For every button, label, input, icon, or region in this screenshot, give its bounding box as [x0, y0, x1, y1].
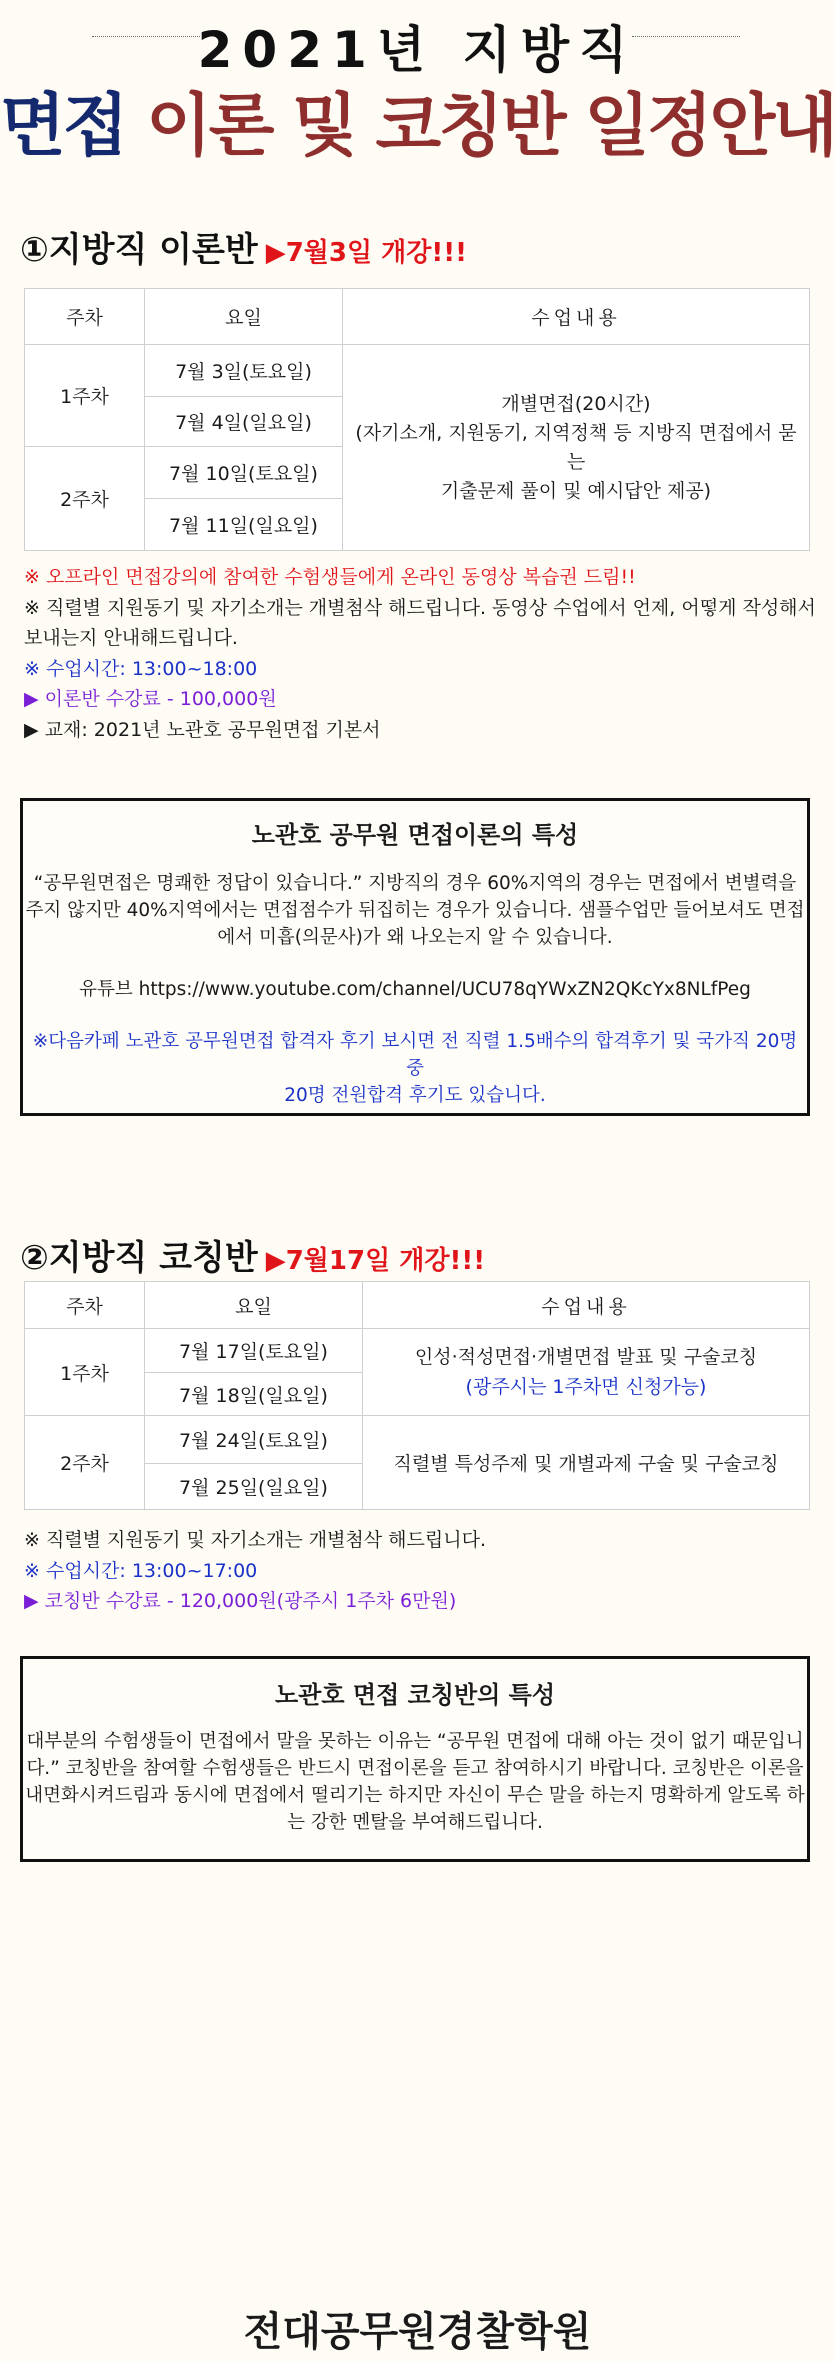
day-cell: 7월 18일(일요일): [145, 1373, 363, 1416]
note-online-review: ※ 오프라인 면접강의에 참여한 수험생들에게 온라인 동영상 복습권 드림!!: [24, 566, 636, 588]
feature-highlight-line: ※다음카페 노관호 공무원면접 합격자 후기 보시면 전 직렬 1.5배수의 합격후기 및 국가직 20명 중: [32, 1031, 798, 1079]
content-line: 인성·적성면접·개별면접 발표 및 구술코칭: [414, 1346, 758, 1368]
table-header-week: 주차: [25, 1282, 145, 1329]
section1-title-text: ①지방직 이론반: [20, 230, 258, 270]
content-cell: [363, 1329, 810, 1416]
table-header-content: [343, 289, 810, 345]
note-class-time: ※ 수업시간: 13:00~18:00: [24, 657, 258, 680]
feature-text-line: 내면화시켜드림과 동시에 면접에서 떨리기는 하지만 자신이 무슨 말을 하는지 명확하게 알도록 하: [25, 1785, 805, 1806]
day-cell: 7월 10일(토요일): [145, 447, 343, 499]
feature-text-line: 주지 않지만 40%지역에서는 면접점수가 뒤집히는 경우가 있습니다. 샘플수업만 들어보셔도 면접: [25, 900, 805, 921]
day-cell: 7월 4일(일요일): [145, 397, 343, 447]
theory-notes: [24, 562, 814, 745]
page-title-part1: 면접: [0, 87, 126, 166]
note-feedback-line2: 보내는지 안내해드립니다.: [24, 627, 238, 649]
feature-text-line: 다.” 코칭반을 참여할 수험생들은 반드시 면접이론을 듣고 참여하시기 바랍니다. 코칭반은 이론을: [26, 1758, 804, 1779]
feature-text-line: 는 강한 멘탈을 부여해드립니다.: [287, 1812, 543, 1833]
section2-open-badge: ▶7월17일 개강!!!: [265, 1246, 486, 1276]
coaching-feature-title: 노관호 면접 코칭반의 특성: [274, 1681, 556, 1709]
day-cell: 7월 17일(토요일): [145, 1329, 363, 1373]
header-year-title: 2021년 지방직: [197, 21, 638, 79]
day-cell: 7월 25일(일요일): [145, 1464, 363, 1510]
note-textbook: ▶ 교재: 2021년 노관호 공무원면접 기본서: [24, 718, 381, 741]
day-cell: 7월 24일(토요일): [145, 1416, 363, 1464]
content-line-gwangju: (광주시는 1주차면 신청가능): [465, 1376, 707, 1398]
day-cell: 7월 3일(토요일): [145, 345, 343, 397]
feature-text-line: “공무원면접은 명쾌한 정답이 있습니다.” 지방직의 경우 60%지역의 경우는 면접에서 변별력을: [33, 873, 797, 894]
theory-feature-box: [20, 798, 810, 1116]
coaching-schedule-table: [24, 1281, 810, 1510]
content-line: (자기소개, 지원동기, 지역정책 등 지방직 면접에서 묻는: [355, 421, 797, 473]
note-feedback-line1: ※ 직렬별 지원동기 및 자기소개는 개별첨삭 해드립니다. 동영상 수업에서 언제, 어떻게 작성해서: [24, 596, 816, 619]
day-cell: 7월 11일(일요일): [145, 499, 343, 551]
table-header-day: 요일: [145, 289, 343, 345]
feature-text-line: 대부분의 수험생들이 면접에서 말을 못하는 이유는 “공무원 면접에 대해 아는 것이 없기 때문입니: [26, 1731, 804, 1752]
week-cell: 1주차: [25, 1329, 145, 1416]
section2-title: [20, 1230, 485, 1279]
section2-title-text: ②지방직 코칭반: [20, 1238, 258, 1278]
coaching-feature-box: [20, 1656, 810, 1862]
week-cell: 1주차: [25, 345, 145, 447]
section1-title: [20, 222, 467, 271]
feature-highlight-line: 20명 전원합격 후기도 있습니다.: [284, 1085, 546, 1106]
content-line: 개별면접(20시간): [501, 392, 651, 415]
table-header-day: 요일: [145, 1282, 363, 1329]
week-cell: 2주차: [25, 1416, 145, 1510]
content-line: 기출문제 풀이 및 예시답안 제공): [440, 479, 712, 502]
content-cell: [343, 345, 810, 551]
section1-open-badge: ▶7월3일 개강!!!: [265, 238, 467, 268]
youtube-link-text: 유튜브 https://www.youtube.com/channel/UCU78qYWxZN2QKcYx8NLfPeg: [79, 979, 751, 1000]
note-tuition-fee: ▶ 이론반 수강료 - 100,000원: [24, 688, 277, 710]
content-cell: 직렬별 특성주제 및 개별과제 구술 및 구술코칭: [363, 1416, 810, 1510]
theory-feature-title: 노관호 공무원 면접이론의 특성: [251, 821, 579, 849]
note-tuition-fee: ▶ 코칭반 수강료 - 120,000원(광주시 1주차 6만원): [24, 1590, 457, 1612]
theory-schedule-table: [24, 288, 810, 551]
table-header-week: 주차: [25, 289, 145, 345]
page-title: [0, 72, 835, 169]
page-title-part2: 이론 및 코칭반 일정안내: [146, 87, 835, 166]
table-header-content-text: 수업내용: [531, 307, 621, 329]
note-class-time: ※ 수업시간: 13:00~17:00: [24, 1559, 258, 1582]
note-feedback: ※ 직렬별 지원동기 및 자기소개는 개별첨삭 해드립니다.: [24, 1529, 486, 1551]
academy-brand: 전대공무원경찰학원: [243, 2309, 592, 2355]
coaching-notes: [24, 1525, 814, 1617]
table-header-content-text: 수업내용: [541, 1295, 631, 1318]
feature-text-line: 에서 미흡(의문사)가 왜 나오는지 알 수 있습니다.: [217, 927, 613, 948]
table-header-content: [363, 1282, 810, 1329]
week-cell: 2주차: [25, 447, 145, 551]
